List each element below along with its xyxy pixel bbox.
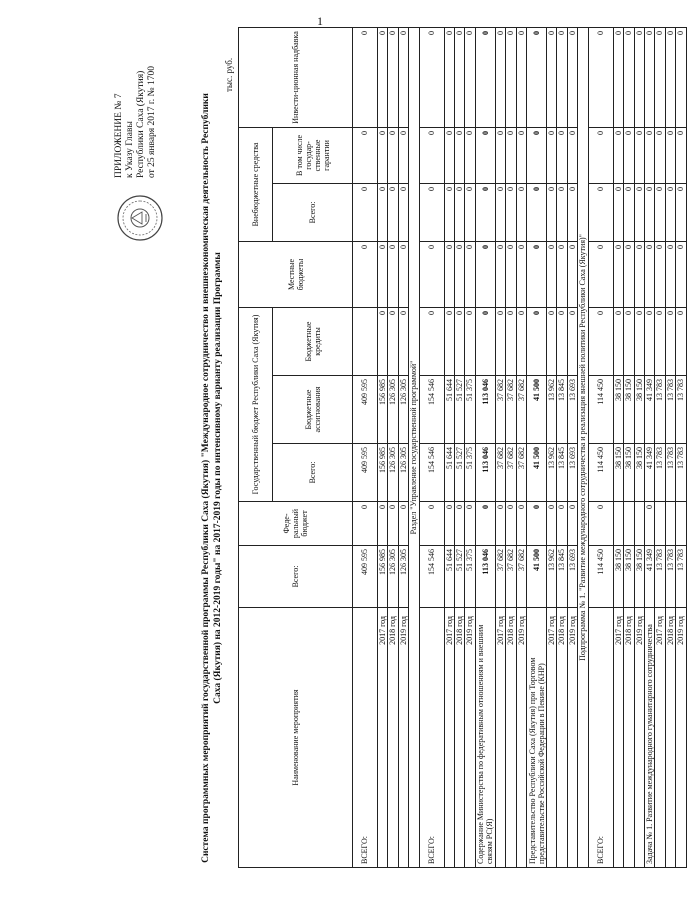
value-cell: 13 783 <box>655 546 665 608</box>
value-cell: 0 <box>613 307 623 375</box>
value-cell: 0 <box>398 502 408 546</box>
value-cell: 0 <box>378 183 388 241</box>
header-off-total: Всего: <box>273 183 353 241</box>
value-cell <box>655 502 665 546</box>
approval-block <box>114 18 158 178</box>
value-cell: 0 <box>644 127 654 183</box>
table-row <box>353 27 378 867</box>
value-cell: 0 <box>655 241 665 307</box>
value-cell: 0 <box>644 307 654 375</box>
program-table <box>238 27 687 868</box>
value-cell: 0 <box>527 241 547 307</box>
value-cell: 126 305 <box>398 376 408 444</box>
value-cell: 38 150 <box>613 444 623 502</box>
header-local: Местные бюджеты <box>239 241 353 307</box>
value-cell: 0 <box>547 307 557 375</box>
value-cell <box>665 502 675 546</box>
value-cell: 0 <box>419 502 444 546</box>
value-cell: 0 <box>398 127 408 183</box>
value-cell: 41 349 <box>644 546 654 608</box>
value-cell: 0 <box>547 127 557 183</box>
value-cell: 0 <box>398 183 408 241</box>
value-cell: 37 682 <box>495 444 505 502</box>
row-name: 2019 год <box>567 608 577 868</box>
value-cell: 0 <box>567 502 577 546</box>
value-cell: 0 <box>506 307 516 375</box>
value-cell: 0 <box>353 27 378 127</box>
value-cell: 0 <box>547 183 557 241</box>
table-row <box>444 27 454 867</box>
row-name: 2018 год <box>557 608 567 868</box>
value-cell: 0 <box>495 241 505 307</box>
value-cell: 0 <box>419 27 444 127</box>
value-cell: 37 682 <box>506 444 516 502</box>
value-cell: 0 <box>444 307 454 375</box>
value-cell: 154 546 <box>419 444 444 502</box>
value-cell: 37 682 <box>516 444 526 502</box>
value-cell: 0 <box>465 127 475 183</box>
value-cell: 0 <box>644 241 654 307</box>
value-cell: 13 783 <box>665 546 675 608</box>
value-cell: 113 046 <box>475 546 495 608</box>
value-cell: 0 <box>665 27 675 127</box>
table-row <box>613 27 623 867</box>
value-cell: 126 305 <box>398 546 408 608</box>
header-state-allocations: Бюджетные ассигнования <box>273 376 353 444</box>
value-cell: 0 <box>634 127 644 183</box>
row-name: ВСЕГО: <box>353 608 378 868</box>
value-cell: 154 546 <box>419 376 444 444</box>
value-cell: 37 682 <box>506 546 516 608</box>
table-row <box>455 27 465 867</box>
table-row <box>588 27 613 867</box>
value-cell: 0 <box>655 307 665 375</box>
value-cell: 13 693 <box>567 376 577 444</box>
value-cell: 0 <box>527 307 547 375</box>
value-cell: 126 305 <box>388 444 398 502</box>
table-row <box>465 27 475 867</box>
value-cell: 0 <box>516 183 526 241</box>
value-cell: 0 <box>419 241 444 307</box>
value-cell: 0 <box>455 307 465 375</box>
value-cell: 0 <box>388 307 398 375</box>
value-cell: 0 <box>588 127 613 183</box>
section-title: Подпрограмма № 1. "Развитие международного сотрудничества и реализация внешней политики Республики Саха (Якутия)" <box>578 27 588 867</box>
value-cell: 41 349 <box>644 444 654 502</box>
value-cell: 0 <box>516 502 526 546</box>
value-cell: 0 <box>419 127 444 183</box>
value-cell: 13 845 <box>557 444 567 502</box>
value-cell: 0 <box>506 502 516 546</box>
value-cell: 0 <box>557 502 567 546</box>
header-total: Всего: <box>239 546 353 608</box>
value-cell: 0 <box>419 307 444 375</box>
value-cell: 0 <box>676 27 686 127</box>
section-row <box>578 27 588 867</box>
value-cell: 13 783 <box>655 376 665 444</box>
row-name: 2017 год <box>547 608 557 868</box>
rotated-document <box>100 18 686 878</box>
value-cell: 0 <box>624 183 634 241</box>
value-cell: 0 <box>419 183 444 241</box>
row-name: 2018 год <box>388 608 398 868</box>
header-invest: Инвести-ционная надбавка <box>239 27 353 127</box>
value-cell: 13 783 <box>665 444 675 502</box>
value-cell: 0 <box>557 27 567 127</box>
value-cell: 41 500 <box>527 546 547 608</box>
value-cell: 0 <box>378 127 388 183</box>
value-cell: 0 <box>398 241 408 307</box>
value-cell: 0 <box>613 241 623 307</box>
table-row <box>475 27 495 867</box>
value-cell: 0 <box>557 127 567 183</box>
header-state-budget: Государственный бюджет Республики Саха (Якутия) <box>239 307 273 501</box>
table-row <box>398 27 408 867</box>
value-cell: 13 783 <box>676 546 686 608</box>
value-cell: 154 546 <box>419 546 444 608</box>
row-name: 2018 год <box>506 608 516 868</box>
value-cell: 13 962 <box>547 546 557 608</box>
value-cell: 0 <box>557 241 567 307</box>
title-line: Система программных мероприятий государственной программы Республики Саха (Якутия) "Международное сотрудничество и внешнеэкономическая деятельность Республики <box>201 93 211 863</box>
value-cell: 38 150 <box>634 444 644 502</box>
value-cell: 38 150 <box>624 546 634 608</box>
section-row <box>409 27 419 867</box>
value-cell: 0 <box>655 27 665 127</box>
units-label: тыс. руб. <box>224 57 234 92</box>
table-row <box>567 27 577 867</box>
row-name: 2019 год <box>516 608 526 868</box>
value-cell: 0 <box>353 183 378 241</box>
value-cell: 0 <box>465 307 475 375</box>
value-cell: 37 682 <box>506 376 516 444</box>
value-cell: 0 <box>378 27 388 127</box>
value-cell: 0 <box>506 183 516 241</box>
value-cell: 0 <box>547 241 557 307</box>
value-cell: 409 595 <box>353 444 378 502</box>
value-cell: 0 <box>527 127 547 183</box>
value-cell: 13 783 <box>676 444 686 502</box>
value-cell: 0 <box>398 27 408 127</box>
value-cell: 0 <box>547 27 557 127</box>
value-cell: 0 <box>527 27 547 127</box>
value-cell: 0 <box>444 27 454 127</box>
table-row <box>388 27 398 867</box>
value-cell: 0 <box>613 27 623 127</box>
value-cell: 13 845 <box>557 546 567 608</box>
table-row <box>378 27 388 867</box>
value-cell: 0 <box>567 27 577 127</box>
value-cell: 0 <box>465 502 475 546</box>
value-cell: 13 693 <box>567 444 577 502</box>
table-row <box>624 27 634 867</box>
value-cell: 37 682 <box>495 376 505 444</box>
value-cell: 51 527 <box>455 546 465 608</box>
value-cell: 41 500 <box>527 376 547 444</box>
value-cell: 0 <box>475 183 495 241</box>
table-row <box>557 27 567 867</box>
value-cell: 0 <box>444 127 454 183</box>
value-cell: 0 <box>634 307 644 375</box>
value-cell: 0 <box>516 27 526 127</box>
value-cell: 0 <box>516 241 526 307</box>
value-cell: 0 <box>624 241 634 307</box>
official-seal-icon <box>116 194 164 242</box>
value-cell: 0 <box>665 307 675 375</box>
value-cell: 0 <box>665 127 675 183</box>
value-cell: 0 <box>475 241 495 307</box>
value-cell: 0 <box>634 183 644 241</box>
value-cell: 0 <box>567 127 577 183</box>
value-cell: 113 046 <box>475 376 495 444</box>
value-cell: 156 985 <box>378 444 388 502</box>
value-cell: 13 783 <box>655 444 665 502</box>
value-cell: 13 962 <box>547 444 557 502</box>
table-row <box>527 27 547 867</box>
value-cell: 409 595 <box>353 546 378 608</box>
value-cell: 51 375 <box>465 546 475 608</box>
value-cell: 0 <box>557 307 567 375</box>
value-cell: 0 <box>676 183 686 241</box>
value-cell: 0 <box>665 241 675 307</box>
value-cell: 126 305 <box>398 444 408 502</box>
value-cell: 0 <box>567 307 577 375</box>
value-cell: 156 985 <box>378 376 388 444</box>
value-cell: 37 682 <box>516 546 526 608</box>
value-cell: 41 349 <box>644 376 654 444</box>
value-cell: 0 <box>475 307 495 375</box>
value-cell: 0 <box>567 241 577 307</box>
header-name: Наименование мероприятия <box>239 608 353 868</box>
row-name: 2018 год <box>624 608 634 868</box>
value-cell: 0 <box>557 183 567 241</box>
row-name: 2019 год <box>465 608 475 868</box>
value-cell: 0 <box>516 307 526 375</box>
value-cell: 0 <box>388 127 398 183</box>
approval-line: Республики Саха (Якутия) <box>136 70 146 178</box>
approval-line: от 25 января 2017 г. № 1700 <box>147 66 157 178</box>
table-row <box>547 27 557 867</box>
value-cell: 0 <box>475 27 495 127</box>
value-cell: 113 046 <box>475 444 495 502</box>
value-cell: 409 595 <box>353 376 378 444</box>
page-number: 1 <box>317 14 323 28</box>
value-cell: 0 <box>676 127 686 183</box>
value-cell: 51 644 <box>444 376 454 444</box>
value-cell: 0 <box>455 241 465 307</box>
header-federal: Феде-ральный бюджет <box>239 502 353 546</box>
value-cell: 0 <box>588 183 613 241</box>
value-cell: 0 <box>495 183 505 241</box>
value-cell: 114 450 <box>588 444 613 502</box>
value-cell: 0 <box>613 127 623 183</box>
value-cell: 0 <box>495 307 505 375</box>
value-cell: 0 <box>665 183 675 241</box>
approval-line: ПРИЛОЖЕНИЕ № 7 <box>114 93 124 178</box>
value-cell: 0 <box>398 307 408 375</box>
value-cell: 0 <box>634 241 644 307</box>
row-name: 2019 год <box>398 608 408 868</box>
table-row <box>644 27 654 867</box>
value-cell: 0 <box>624 127 634 183</box>
value-cell: 0 <box>378 307 388 375</box>
value-cell: 41 500 <box>527 444 547 502</box>
table-body <box>353 27 687 867</box>
value-cell: 0 <box>527 183 547 241</box>
value-cell: 0 <box>506 27 516 127</box>
value-cell: 0 <box>588 241 613 307</box>
value-cell: 0 <box>527 502 547 546</box>
value-cell: 0 <box>495 127 505 183</box>
value-cell: 0 <box>465 27 475 127</box>
value-cell: 37 682 <box>495 546 505 608</box>
row-name: ВСЕГО: <box>419 608 444 868</box>
header-off-gov: В том числе государ-ственные гарантии <box>273 127 353 183</box>
header-state-total: Всего: <box>273 444 353 502</box>
value-cell: 0 <box>676 307 686 375</box>
title-line: Саха (Якутия) на 2012-2019 годы" на 2017-2019 годы по интенсивному варианту реализации Программы <box>213 252 223 704</box>
value-cell <box>634 502 644 546</box>
value-cell: 0 <box>516 127 526 183</box>
value-cell: 0 <box>644 183 654 241</box>
row-name: ВСЕГО: <box>588 608 613 868</box>
value-cell: 0 <box>676 241 686 307</box>
row-name: 2017 год <box>378 608 388 868</box>
value-cell: 51 644 <box>444 546 454 608</box>
value-cell: 0 <box>353 502 378 546</box>
value-cell: 0 <box>475 127 495 183</box>
value-cell: 0 <box>444 183 454 241</box>
value-cell: 38 150 <box>613 376 623 444</box>
value-cell: 51 375 <box>465 376 475 444</box>
value-cell: 0 <box>475 502 495 546</box>
value-cell: 114 450 <box>588 376 613 444</box>
table-row <box>655 27 665 867</box>
value-cell: 0 <box>388 502 398 546</box>
value-cell: 13 783 <box>676 376 686 444</box>
value-cell: 0 <box>624 307 634 375</box>
row-name: 2017 год <box>655 608 665 868</box>
row-name: 2018 год <box>455 608 465 868</box>
value-cell: 0 <box>353 127 378 183</box>
value-cell: 0 <box>495 502 505 546</box>
value-cell: 38 150 <box>634 376 644 444</box>
row-name: 2017 год <box>495 608 505 868</box>
table-row <box>676 27 686 867</box>
value-cell: 13 845 <box>557 376 567 444</box>
value-cell: 0 <box>353 241 378 307</box>
section-title: Раздел "Управление государственной программой" <box>409 27 419 867</box>
value-cell: 13 693 <box>567 546 577 608</box>
value-cell: 0 <box>465 183 475 241</box>
value-cell: 0 <box>506 241 516 307</box>
row-name: Содержание Министерства по федеративным отношениям и внешним связям РС(Я) <box>475 608 495 868</box>
table-row <box>665 27 675 867</box>
value-cell: 0 <box>455 183 465 241</box>
value-cell: 38 150 <box>634 546 644 608</box>
value-cell: 0 <box>644 27 654 127</box>
document-title <box>200 88 224 868</box>
table-row <box>516 27 526 867</box>
table-row <box>506 27 516 867</box>
value-cell <box>353 307 378 375</box>
value-cell: 156 985 <box>378 546 388 608</box>
value-cell: 0 <box>588 27 613 127</box>
value-cell: 0 <box>547 502 557 546</box>
row-name: 2017 год <box>444 608 454 868</box>
value-cell: 51 375 <box>465 444 475 502</box>
value-cell: 38 150 <box>624 444 634 502</box>
value-cell: 0 <box>455 502 465 546</box>
row-name: 2019 год <box>676 608 686 868</box>
value-cell: 0 <box>624 27 634 127</box>
row-name: 2017 год <box>613 608 623 868</box>
value-cell: 0 <box>655 127 665 183</box>
value-cell: 38 150 <box>613 546 623 608</box>
value-cell: 0 <box>388 183 398 241</box>
value-cell <box>613 502 623 546</box>
value-cell: 0 <box>455 127 465 183</box>
value-cell: 13 783 <box>665 376 675 444</box>
value-cell: 0 <box>388 27 398 127</box>
row-name: Представительство Республики Саха (Якутия) при Торговом представительстве Российской Федерации в Пекине (КНР) <box>527 608 547 868</box>
value-cell <box>624 502 634 546</box>
row-name: 2018 год <box>665 608 675 868</box>
value-cell: 0 <box>644 502 654 546</box>
value-cell: 0 <box>465 241 475 307</box>
row-name: 2019 год <box>634 608 644 868</box>
value-cell: 38 150 <box>624 376 634 444</box>
value-cell: 0 <box>588 307 613 375</box>
value-cell: 0 <box>388 241 398 307</box>
value-cell: 0 <box>378 241 388 307</box>
value-cell: 126 305 <box>388 376 398 444</box>
value-cell: 51 527 <box>455 376 465 444</box>
value-cell: 0 <box>567 183 577 241</box>
value-cell: 51 644 <box>444 444 454 502</box>
value-cell <box>676 502 686 546</box>
value-cell: 0 <box>378 502 388 546</box>
value-cell: 126 305 <box>388 546 398 608</box>
value-cell: 13 962 <box>547 376 557 444</box>
value-cell: 0 <box>613 183 623 241</box>
value-cell: 37 682 <box>516 376 526 444</box>
row-name: Задача № 1. Развитие международного гуманитарного сотрудничества <box>644 608 654 868</box>
table-row <box>419 27 444 867</box>
value-cell: 0 <box>634 27 644 127</box>
header-state-credits: Бюджетные кредиты <box>273 307 353 375</box>
value-cell: 0 <box>455 27 465 127</box>
value-cell: 114 450 <box>588 546 613 608</box>
value-cell: 0 <box>495 27 505 127</box>
table-row <box>495 27 505 867</box>
value-cell: 0 <box>655 183 665 241</box>
header-offbudget: Внебюджетные средства <box>239 127 273 241</box>
value-cell: 0 <box>444 502 454 546</box>
value-cell: 0 <box>444 241 454 307</box>
value-cell: 51 527 <box>455 444 465 502</box>
value-cell: 0 <box>506 127 516 183</box>
approval-line: к Указу Главы <box>125 121 135 178</box>
table-row <box>634 27 644 867</box>
value-cell: 0 <box>588 502 613 546</box>
